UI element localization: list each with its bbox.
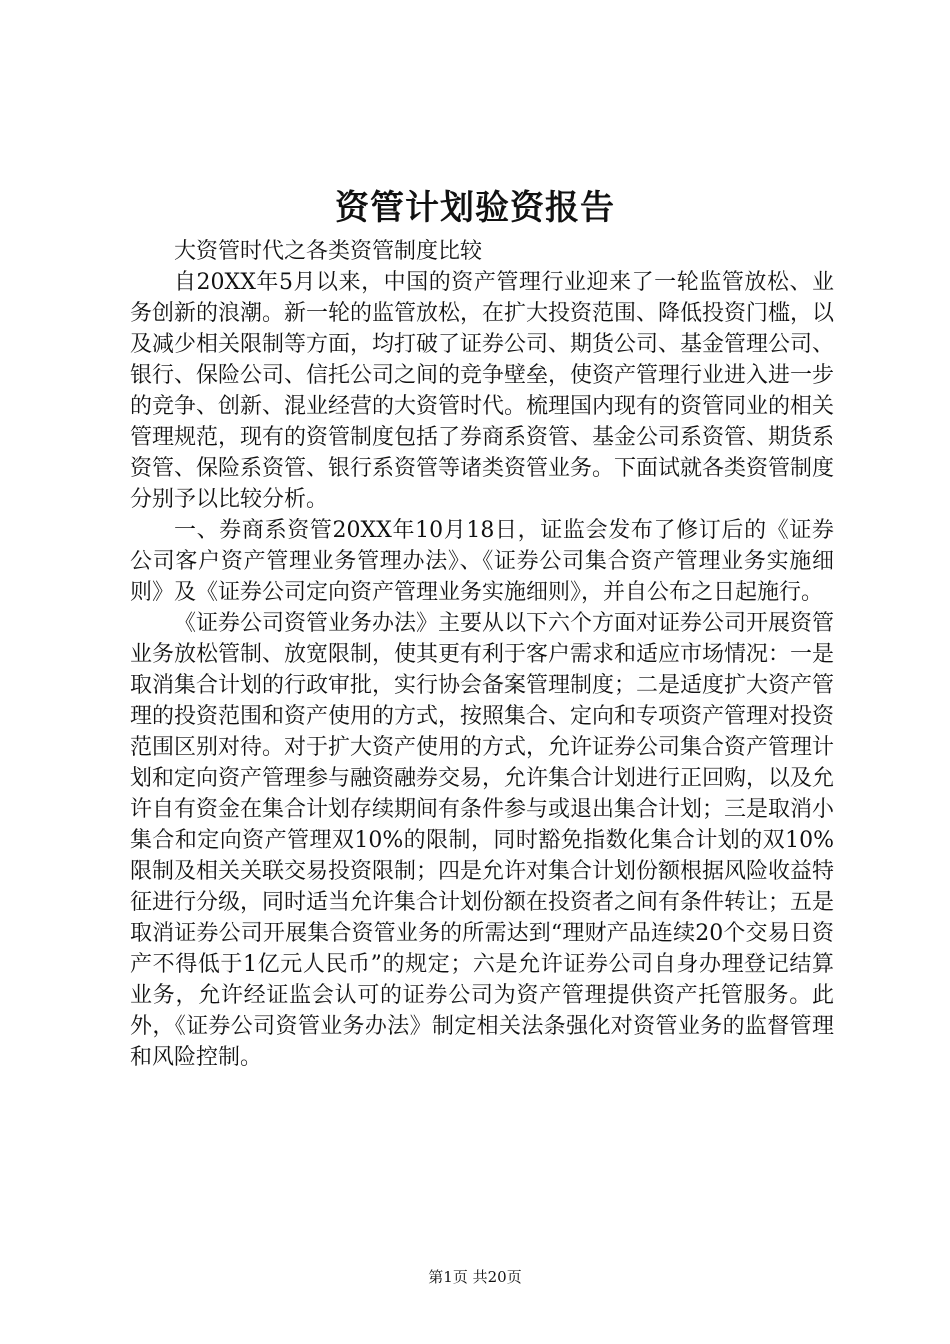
paragraph-subtitle: 大资管时代之各类资管制度比较 bbox=[174, 239, 483, 264]
paragraph-intro: 自20XX年5月以来，中国的资产管理行业迎来了一轮监管放松、业务创新的浪潮。新一轮的监管放松，在扩大投资范围、降低投资门槛，以及减少相关限制等方面，均打破了证券公司、期货公司、基金管理公司、银行、保险公司、信托公司之间的竞争壁垒，使资产管理行业进入进一步的竞争、创新、混业经营的大资管时代。梳理国内现有的资管同业的相关管理规范，现有的资管制度包括了券商系资管、基金公司系资管、期货系资管、保险系资管、银行系资管等诸类资管业务。下面试就各类资管制度分别予以比较分析。 bbox=[130, 270, 835, 512]
document-body bbox=[130, 236, 834, 1073]
paragraph-section-1: 一、券商系资管20XX年10月18日，证监会发布了修订后的《证券公司客户资产管理业务管理办法》、《证券公司集合资产管理业务实施细则》及《证券公司定向资产管理业务实施细则》，并自公布之日起施行。 bbox=[130, 518, 834, 605]
paragraph-measures: 《证券公司资管业务办法》主要从以下六个方面对证券公司开展资管业务放松管制、放宽限制，使其更有利于客户需求和适应市场情况：一是取消集合计划的行政审批，实行协会备案管理制度；二是适度扩大资产管理的投资范围和资产使用的方式，按照集合、定向和专项资产管理对投资范围区别对待。对于扩大资产使用的方式，允许证券公司集合资产管理计划和定向资产管理参与融资融券交易，允许集合计划进行正回购，以及允许自有资金在集合计划存续期间有条件参与或退出集合计划；三是取消小集合和定向资产管理双10%的限制，同时豁免指数化集合计划的双10%限制及相关关联交易投资限制；四是允许对集合计划份额根据风险收益特征进行分级，同时适当允许集合计划份额在投资者之间有条件转让；五是取消证券公司开展集合资管业务的所需达到“理财产品连续20个交易日资产不得低于1亿元人民币”的规定；六是允许证券公司自身办理登记结算业务，允许经证监会认可的证券公司为资产管理提供资产托管服务。此外，《证券公司资管业务办法》制定相关法条强化对资管业务的监督管理和风险控制。 bbox=[130, 611, 835, 1070]
page-number: 第1页 共20页 bbox=[428, 1268, 522, 1286]
document-title: 资管计划验资报告 bbox=[335, 188, 615, 228]
